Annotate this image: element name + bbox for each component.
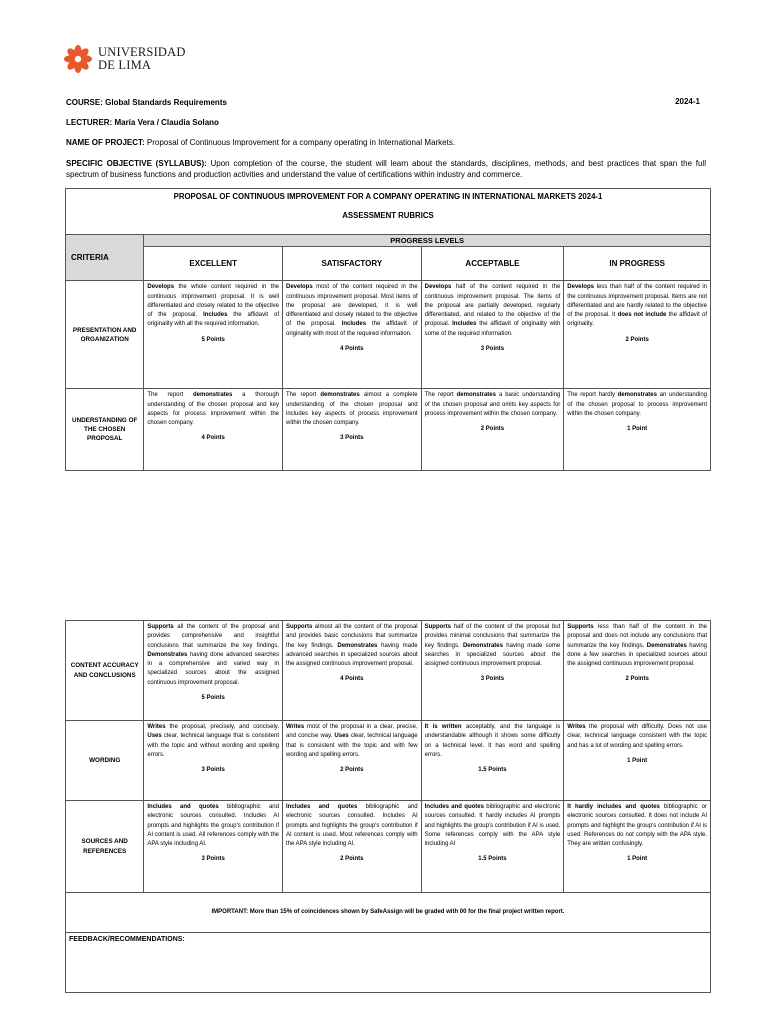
cell-points: 3 Points — [201, 856, 225, 863]
cell-text: Includes and quotes bibliographic and electronic sources consulted. Includes AI prompts and highlights the group's contribution if AI content is used. All references comply with the APA style including AI. — [147, 804, 279, 848]
objective-label: SPECIFIC OBJECTIVE (SYLLABUS): — [66, 159, 207, 168]
cell-points: 2 Points — [340, 856, 364, 863]
cell-points: 3 Points — [201, 767, 225, 774]
project-line — [66, 137, 455, 148]
rubric-cell — [564, 621, 711, 721]
cell-text: Supports less than half of the content in the proposal and does not include any conclusions that summarize the key findings. Demonstrates having done a few searches in specialized sources about the assigned continuous improvement proposal. — [567, 624, 707, 668]
course-value: Global Standards Requirements — [105, 98, 227, 107]
cell-text: Supports all the content of the proposal and provides comprehensive and insightful conclusions that summarize the key findings. Demonstrates having done advanced searches in a comprehensive and varied way in specialized sources about the assigned continuous improvement proposal. — [147, 624, 279, 686]
criterion-label: CONTENT ACCURACY AND CONCLUSIONS — [66, 621, 144, 721]
rubric-cell — [283, 801, 422, 893]
level-in-progress: IN PROGRESS — [564, 247, 711, 281]
term-year: 2024-1 — [675, 97, 700, 106]
cell-text: The report demonstrates almost a complete understanding of the chosen proposal and includes key aspects of process improvement within the chosen company. — [286, 392, 418, 427]
feedback-box[interactable] — [66, 933, 711, 993]
cell-points: 2 Points — [480, 426, 505, 433]
cell-points: 2 Points — [625, 676, 649, 683]
cell-text: Develops half of the content required in the continuous improvement proposal. The items of the proposal are partially developed, regularly differentiated, and related to the objective of the proposal. Includes the affidavit of originality with some of the required information. — [424, 284, 561, 337]
rubric-cell — [283, 281, 422, 389]
objective-value: Upon completion of the course, the student will learn about the standards, disciplines, methods, and best practices that span the full spectrum of business functions and production activities and understand the value of certifications within industry and commerce. — [66, 159, 706, 179]
cell-text: Develops most of the content required in the continuous improvement proposal. Most items of the proposal are developed, it is well differentiated and closely related to the objective of the proposal. Includes the affidavit of originality with most of the required information. — [286, 284, 418, 337]
rubric-subtitle: ASSESSMENT RUBRICS — [342, 211, 434, 221]
criterion-label: PRESENTATION AND ORGANIZATION — [66, 281, 144, 389]
rubric-row-wording — [66, 721, 711, 801]
rubric-cell — [421, 621, 564, 721]
cell-text: The report demonstrates a thorough understanding of the chosen proposal and key aspects for process improvement within the chosen company. — [147, 392, 279, 427]
rubric-cell — [564, 721, 711, 801]
rubric-table-bottom — [65, 620, 711, 993]
cell-text: The report hardly demonstrates an understanding of the chosen proposal to process improvement within the chosen company. — [567, 392, 707, 417]
cell-points: 2 Points — [340, 767, 364, 774]
feedback-label: FEEDBACK/RECOMMENDATIONS: — [69, 936, 185, 943]
cell-text: Includes and quotes bibliographic and electronic sources consulted. Includes AI prompts and highlights the group's contribution if AI content is used. Most references comply with the APA style including AI. — [286, 804, 418, 848]
cell-points: 4 Points — [201, 435, 225, 442]
cell-points: 1 Point — [627, 757, 648, 764]
cell-points: 3 Points — [480, 676, 505, 683]
course-line — [66, 97, 227, 108]
cell-text: Includes and quotes bibliographic and electronic sources consulted. It hardly includes AI prompts and highlights the group's contribution if AI is used. Some references comply with the APA style including AI — [424, 804, 561, 848]
flower-logo-icon — [63, 44, 93, 74]
rubric-cell — [564, 281, 711, 389]
criterion-label: SOURCES AND REFERENCES — [66, 801, 144, 893]
course-label: COURSE: — [66, 98, 103, 107]
university-logo — [63, 44, 186, 74]
rubric-cell — [283, 721, 422, 801]
cell-points: 4 Points — [340, 346, 364, 353]
rubric-cell — [144, 621, 283, 721]
lecturer-value: María Vera / Claudia Solano — [114, 118, 219, 127]
important-note: IMPORTANT: More than 15% of coincidences shown by SafeAssign will be graded with 00 for the final project written report. — [66, 893, 711, 933]
criterion-label: WORDING — [66, 721, 144, 801]
rubric-cell — [144, 281, 283, 389]
cell-points: 1.5 Points — [478, 856, 507, 863]
criterion-label: UNDERSTANDING OF THE CHOSEN PROPOSAL — [66, 389, 144, 471]
cell-points: 3 Points — [340, 435, 364, 442]
cell-points: 2 Points — [625, 336, 649, 343]
cell-text: Writes the proposal with difficulty. Does not use clear, technical language consistent with the topic and has a lot of wording and spelling errors. — [567, 724, 707, 749]
level-acceptable: ACCEPTABLE — [421, 247, 564, 281]
cell-text: The report demonstrates a basic understanding of the chosen proposal and omits key aspects for process improvement within the chosen company. — [424, 392, 561, 417]
cell-text: Supports almost all the content of the proposal and provides basic conclusions that summarize the key findings. Demonstrates having made advanced searches in specialized sources about the assigned continuous improvement proposal. — [286, 624, 418, 668]
cell-points: 5 Points — [201, 695, 225, 702]
rubric-cell — [421, 721, 564, 801]
rubric-cell — [283, 389, 422, 471]
cell-points: 1 Point — [627, 426, 648, 433]
rubric-cell — [144, 389, 283, 471]
objective-paragraph — [66, 158, 706, 180]
cell-points: 1 Point — [627, 856, 648, 863]
logo-wordmark — [98, 46, 186, 72]
rubric-cell — [421, 281, 564, 389]
project-label: NAME OF PROJECT: — [66, 138, 145, 147]
rubric-row-understanding — [66, 389, 711, 471]
cell-points: 3 Points — [480, 346, 505, 353]
rubric-title: PROPOSAL OF CONTINUOUS IMPROVEMENT FOR A COMPANY OPERATING IN INTERNATIONAL MARKETS 2024-1 — [173, 192, 603, 201]
lecturer-line — [66, 117, 219, 128]
cell-text: It hardly includes and quotes bibliographic or electronic sources consulted. It does not include AI prompts and highlight the group's contribution if AI is used. References do not comply with the APA style. They are written confusingly. — [567, 804, 708, 848]
rubric-cell — [564, 389, 711, 471]
criteria-header: CRITERIA — [66, 235, 144, 281]
logo-line-2: DE LIMA — [98, 58, 152, 72]
cell-points: 5 Points — [201, 336, 225, 343]
cell-text: It is written acceptably, and the language is understandable although it shows some difficulty on a technical level. It has word and spelling errors. — [424, 724, 561, 758]
logo-line-1: UNIVERSIDAD — [98, 45, 186, 59]
rubric-cell — [283, 621, 422, 721]
project-value: Proposal of Continuous Improvement for a company operating in International Markets. — [146, 138, 456, 147]
cell-text: Writes the proposal, precisely, and concisely. Uses clear, technical language that is consistent with the topic and without wording and spelling errors. — [147, 724, 279, 758]
rubric-row-sources — [66, 801, 711, 893]
cell-points: 1.5 Points — [478, 767, 507, 774]
progress-levels-header: PROGRESS LEVELS — [144, 235, 711, 247]
rubric-table-top — [65, 188, 711, 471]
cell-points: 4 Points — [340, 676, 364, 683]
rubric-row-presentation — [66, 281, 711, 389]
rubric-title-cell — [66, 189, 711, 235]
cell-text: Writes most of the proposal in a clear, precise, and concise way. Uses clear, technical language that is consistent with the topic and with few wording and spelling errors. — [286, 724, 418, 758]
cell-text: Develops the whole content required in the continuous improvement proposal. It is well differentiated and closely related to the objective of the proposal. Includes the affidavit of originality with all the required information. — [147, 284, 279, 328]
rubric-cell — [421, 389, 564, 471]
rubric-cell — [144, 721, 283, 801]
level-excellent: EXCELLENT — [144, 247, 283, 281]
rubric-row-content — [66, 621, 711, 721]
cell-text: Supports half of the content of the proposal but provides minimal conclusions that summarize the key findings. Demonstrates having made some searches in specialized sources about the assigned continuous improvement proposal. — [424, 624, 561, 668]
lecturer-label: LECTURER: — [66, 118, 113, 127]
rubric-cell — [564, 801, 711, 893]
cell-text: Develops less than half of the content required in the continuous improvement proposal. Items are not differentiated and are hardly related to the objective of the proposal. It does not include the affidavit of originality. — [567, 284, 708, 328]
level-satisfactory: SATISFACTORY — [283, 247, 422, 281]
rubric-cell — [421, 801, 564, 893]
rubric-cell — [144, 801, 283, 893]
